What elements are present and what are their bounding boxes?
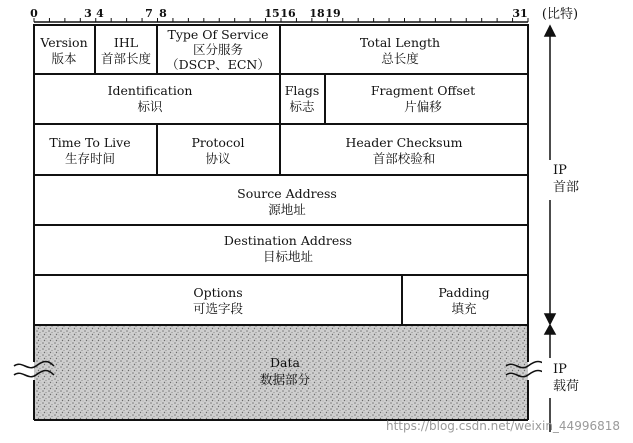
- field-fragment-offset-en: Fragment Offset: [370, 83, 476, 98]
- field-version-zh: 版本: [51, 51, 77, 66]
- bit-label-31: 31: [512, 7, 528, 20]
- field-ttl-zh: 生存时间: [64, 151, 116, 166]
- field-options-zh: 可选字段: [192, 301, 244, 316]
- bit-label-4: 4: [96, 7, 104, 20]
- field-source-zh: 源地址: [268, 202, 306, 217]
- field-checksum-zh: 首部校验和: [372, 151, 436, 166]
- field-tos-en: Type Of Service: [167, 27, 269, 42]
- field-checksum-en: Header Checksum: [345, 135, 463, 150]
- field-flags-en: Flags: [284, 83, 320, 98]
- payload-bracket-arrow-top: [545, 325, 555, 334]
- field-flags-zh: 标志: [289, 99, 315, 114]
- field-padding-zh: 填充: [451, 301, 477, 316]
- bit-label-8: 8: [159, 7, 167, 20]
- field-protocol-en: Protocol: [191, 135, 245, 150]
- header-bracket-arrow-top: [545, 26, 555, 36]
- header-bracket-arrow-bottom: [545, 314, 555, 324]
- field-total-length-zh: 总长度: [381, 51, 419, 66]
- field-version-en: Version: [40, 35, 88, 50]
- header-side-label-1: IP: [553, 163, 567, 178]
- field-tos-zh: 区分服务: [192, 42, 244, 57]
- field-source-en: Source Address: [237, 186, 337, 201]
- field-identification-en: Identification: [107, 83, 193, 98]
- payload-side-label-2: 载荷: [552, 379, 580, 394]
- field-data-zh: 数据部分: [259, 372, 311, 387]
- payload-side-label-1: IP: [553, 362, 567, 377]
- bit-label-16: 16: [280, 7, 296, 20]
- field-tos-extra: （DSCP、ECN）: [166, 57, 270, 72]
- field-destination-en: Destination Address: [223, 233, 353, 248]
- field-protocol-zh: 协议: [205, 151, 231, 166]
- bit-label-0: 0: [30, 7, 38, 20]
- watermark: https://blog.csdn.net/weixin_44996818: [385, 419, 620, 433]
- field-ihl-en: IHL: [113, 35, 139, 50]
- field-destination-zh: 目标地址: [262, 249, 314, 264]
- bit-label-15: 15: [264, 7, 280, 20]
- bit-label-3: 3: [84, 7, 92, 20]
- field-identification-zh: 标识: [137, 99, 163, 114]
- bit-unit-label: (比特): [541, 7, 579, 22]
- field-total-length-en: Total Length: [359, 35, 441, 50]
- field-ttl-en: Time To Live: [49, 135, 131, 150]
- bit-label-18: 18: [309, 7, 325, 20]
- field-options-en: Options: [193, 285, 243, 300]
- field-fragment-offset-zh: 片偏移: [404, 99, 442, 114]
- header-grid: [34, 25, 528, 325]
- bit-ruler: [30, 6, 578, 22]
- bit-label-19: 19: [325, 7, 341, 20]
- field-data-en: Data: [270, 355, 300, 370]
- header-side-label-2: 首部: [552, 180, 580, 195]
- field-ihl-zh: 首部长度: [100, 51, 152, 66]
- field-padding-en: Padding: [438, 285, 490, 300]
- bit-label-7: 7: [145, 7, 153, 20]
